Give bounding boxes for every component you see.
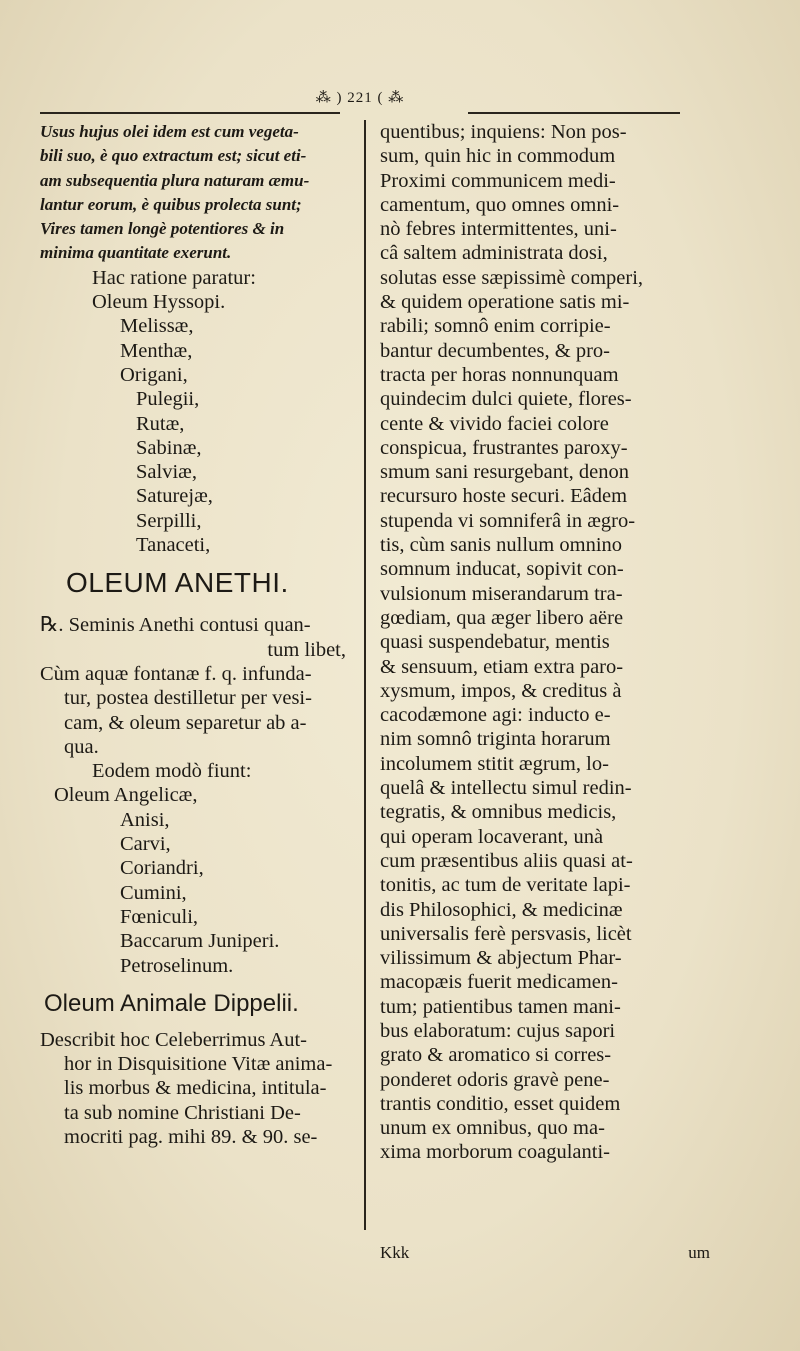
text-line: macopæis fuerit medicamen- <box>380 971 618 994</box>
text-line: Petroselinum. <box>120 954 234 977</box>
text-line: Salviæ, <box>136 461 197 484</box>
text-line: bili suo, è quo extractum est; sicut eti- <box>40 146 307 166</box>
text-line: qui operam locaverant, unà <box>380 825 604 848</box>
text-line: Eodem modò fiunt: <box>92 760 252 783</box>
text-line: Sabinæ, <box>136 436 202 459</box>
text-line: trantis conditio, esset quidem <box>380 1092 621 1115</box>
text-line: lantur eorum, è quibus prolecta sunt; <box>40 194 302 214</box>
text-line: hor in Disquisitione Vitæ anima- <box>64 1053 333 1076</box>
text-line: Tanaceti, <box>136 534 211 557</box>
text-line: unum ex omnibus, quo ma- <box>380 1117 605 1140</box>
text-line: gœdiam, qua æger libero aëre <box>380 606 624 629</box>
text-line: quasi suspendebatur, mentis <box>380 631 610 654</box>
right-column <box>380 120 710 1165</box>
text-line: qua. <box>64 735 99 758</box>
text-line: ponderet odoris gravè pene- <box>380 1068 610 1091</box>
text-line: Proximi communicem medi- <box>380 169 616 192</box>
text-line: Serpilli, <box>136 509 202 532</box>
text-line: cacodæmone agi: inducto e- <box>380 704 611 727</box>
text-line: nò febres intermittentes, uni- <box>380 218 617 241</box>
text-line: dis Philosophici, & medicinæ <box>380 898 623 921</box>
signature-mark: Kkk <box>380 1243 410 1262</box>
text-line: xima morborum coagulanti- <box>380 1141 610 1164</box>
text-line: câ saltem administrata dosi, <box>380 242 608 265</box>
text-line: Oleum Hyssopi. <box>92 291 226 314</box>
catchword: um <box>688 1243 710 1262</box>
text-line: bus elaboratum: cujus sapori <box>380 1019 616 1042</box>
text-line: tum; patientibus tamen mani- <box>380 995 621 1018</box>
heading-oleum-animale-dippelii: Oleum Animale Dippelii. <box>44 989 299 1017</box>
text-line: cum præsentibus aliis quasi at- <box>380 849 633 872</box>
header-rule-right <box>468 112 680 114</box>
running-header: ⁂ ) 221 ( ⁂ <box>315 90 405 106</box>
text-line: cam, & oleum separetur ab a- <box>64 711 307 734</box>
text-line: solutas esse sæpissimè comperi, <box>380 266 644 289</box>
text-line: Vires tamen longè potentiores & in <box>40 219 285 239</box>
text-line: & sensuum, etiam extra paro- <box>380 655 624 678</box>
text-line: Cumini, <box>120 881 187 904</box>
left-column-intro <box>40 120 356 557</box>
left-column-dippel <box>40 1028 356 1149</box>
text-line: mocriti pag. mihi 89. & 90. se- <box>64 1125 318 1148</box>
text-line: stupenda vi somniferâ in ægro- <box>380 509 636 532</box>
text-line: vulsionum miserandarum tra- <box>380 582 623 605</box>
left-column <box>40 120 356 1149</box>
text-line: nim somnô triginta horarum <box>380 728 611 751</box>
text-line: Melissæ, <box>120 315 194 338</box>
text-line: quelâ & intellectu simul redin- <box>380 777 632 800</box>
text-line: conspicua, frustrantes paroxy- <box>380 436 628 459</box>
text-line: lis morbus & medicina, intitula- <box>64 1077 327 1100</box>
text-line: cente & vivido faciei colore <box>380 412 609 435</box>
text-line: Carvi, <box>120 833 171 856</box>
text-line: ta sub nomine Christiani De- <box>64 1101 301 1124</box>
header-rule-left <box>40 112 340 114</box>
text-line: Baccarum Juniperi. <box>120 930 280 953</box>
text-line: Cùm aquæ fontanæ f. q. infunda- <box>40 662 312 685</box>
text-line: quindecim dulci quiete, flores- <box>380 388 632 411</box>
text-line: Hac ratione paratur: <box>92 266 256 289</box>
text-line: Anisi, <box>120 808 170 831</box>
column-divider <box>364 120 366 1230</box>
text-line: bantur decumbentes, & pro- <box>380 339 610 362</box>
text-line: minima quantitate exerunt. <box>40 243 232 263</box>
text-line: tonitis, ac tum de veritate lapi- <box>380 874 631 897</box>
text-line: Saturejæ, <box>136 485 213 508</box>
text-line: Fœniculi, <box>120 905 199 928</box>
text-line: tis, cùm sanis nullum omnino <box>380 534 623 557</box>
text-line: incolumem stitit ægrum, lo- <box>380 752 609 775</box>
text-line: quentibus; inquiens: Non pos- <box>380 121 627 143</box>
text-line: Rutæ, <box>136 412 185 435</box>
text-line: recursuro hoste securi. Eâdem <box>380 485 628 508</box>
text-line: Pulegii, <box>136 388 200 411</box>
text-line: xysmum, impos, & creditus à <box>380 679 622 702</box>
text-line: Usus hujus olei idem est cum vegeta- <box>40 122 299 141</box>
text-line: grato & aromatico si corres- <box>380 1044 612 1067</box>
page-footer <box>380 1243 710 1263</box>
text-line: am subsequentia plura naturam æmu- <box>40 170 310 190</box>
text-line: Coriandri, <box>120 857 204 880</box>
text-line: tegratis, & omnibus medicis, <box>380 801 617 824</box>
text-line: Oleum Angelicæ, <box>54 784 198 807</box>
text-line: tracta per horas nonnunquam <box>380 363 619 386</box>
text-line: Origani, <box>120 363 188 386</box>
text-line: universalis ferè persvasis, licèt <box>380 922 632 945</box>
text-line: rabili; somnô enim corripie- <box>380 315 611 338</box>
text-line: tur, postea destilletur per vesi- <box>64 687 312 710</box>
text-line: Menthæ, <box>120 339 193 362</box>
text-line: Describit hoc Celeberrimus Aut- <box>40 1028 308 1051</box>
text-line: smum sani resurgebant, denon <box>380 461 629 484</box>
text-line: ℞. Seminis Anethi contusi quan- <box>40 614 311 637</box>
text-line: somnum inducat, sopivit con- <box>380 558 624 581</box>
text-line: vilissimum & abjectum Phar- <box>380 947 622 970</box>
left-column-recipe <box>40 613 356 977</box>
text-line: & quidem operatione satis mi- <box>380 291 630 314</box>
text-line: sum, quin hic in commodum <box>380 145 616 168</box>
text-line: camentum, quo omnes omni- <box>380 193 620 216</box>
text-line: tum libet, <box>267 638 346 661</box>
heading-oleum-anethi: OLEUM ANETHI. <box>66 567 289 599</box>
